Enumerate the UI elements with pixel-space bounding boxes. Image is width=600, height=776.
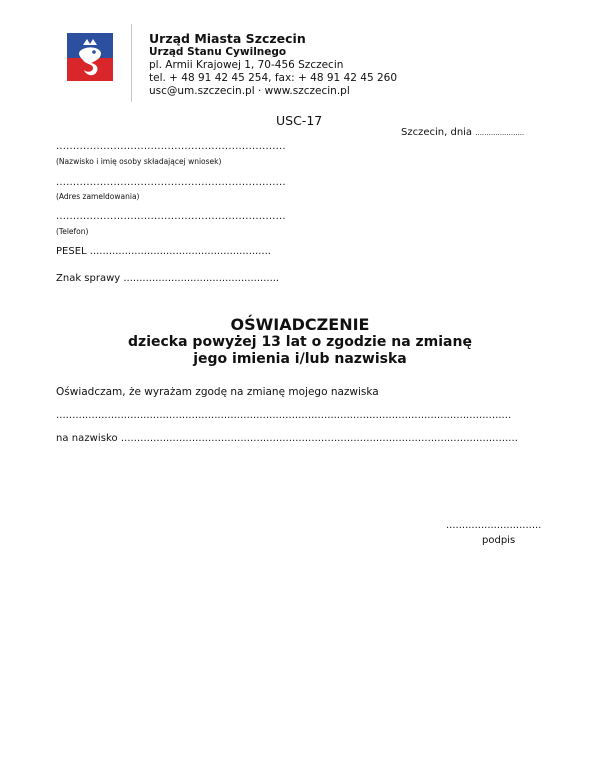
phone-field: .................................................................... bbox=[56, 211, 286, 222]
office-name: Urząd Miasta Szczecin bbox=[149, 31, 306, 46]
phone-caption: (Telefon) bbox=[56, 227, 89, 236]
signature-line: .............................. bbox=[446, 520, 542, 531]
office-address: pl. Armii Krajowej 1, 70-456 Szczecin bbox=[149, 59, 344, 71]
office-phone-fax: tel. + 48 91 42 45 254, fax: + 48 91 42 45 260 bbox=[149, 72, 398, 84]
date-line bbox=[401, 127, 524, 138]
date-label: Szczecin, dnia bbox=[401, 127, 473, 138]
office-email-web: usc@um.szczecin.pl · www.szczecin.pl bbox=[149, 85, 350, 97]
szczecin-city-logo-icon bbox=[67, 33, 113, 81]
applicant-name-field: .................................................................... bbox=[56, 141, 286, 152]
document-title: OŚWIADCZENIE bbox=[230, 315, 370, 334]
signature-label: podpis bbox=[482, 535, 516, 546]
date-dots: ...................... bbox=[475, 129, 525, 137]
applicant-name-caption: (Nazwisko i imię osoby składającej wniosek) bbox=[56, 157, 222, 166]
header-divider bbox=[131, 24, 132, 102]
address-field: .................................................................... bbox=[56, 177, 286, 188]
form-code: USC-17 bbox=[276, 113, 323, 128]
current-surname-line: ............................................................................................................................................. bbox=[56, 410, 512, 421]
pesel-field: PESEL ......................................................... bbox=[56, 246, 271, 257]
document-subtitle-line-1: dziecka powyżej 13 lat o zgodzie na zmianę bbox=[128, 334, 472, 350]
new-surname-line: na nazwisko ........................................................................................................................... bbox=[56, 433, 518, 444]
address-caption: (Adres zameldowania) bbox=[56, 192, 140, 201]
statement-text: Oświadczam, że wyrażam zgodę na zmianę mojego nazwiska bbox=[56, 386, 379, 398]
case-number-field: Znak sprawy ................................................. bbox=[56, 273, 280, 284]
document-subtitle-line-2: jego imienia i/lub nazwiska bbox=[193, 351, 407, 367]
department-name: Urząd Stanu Cywilnego bbox=[149, 46, 287, 58]
